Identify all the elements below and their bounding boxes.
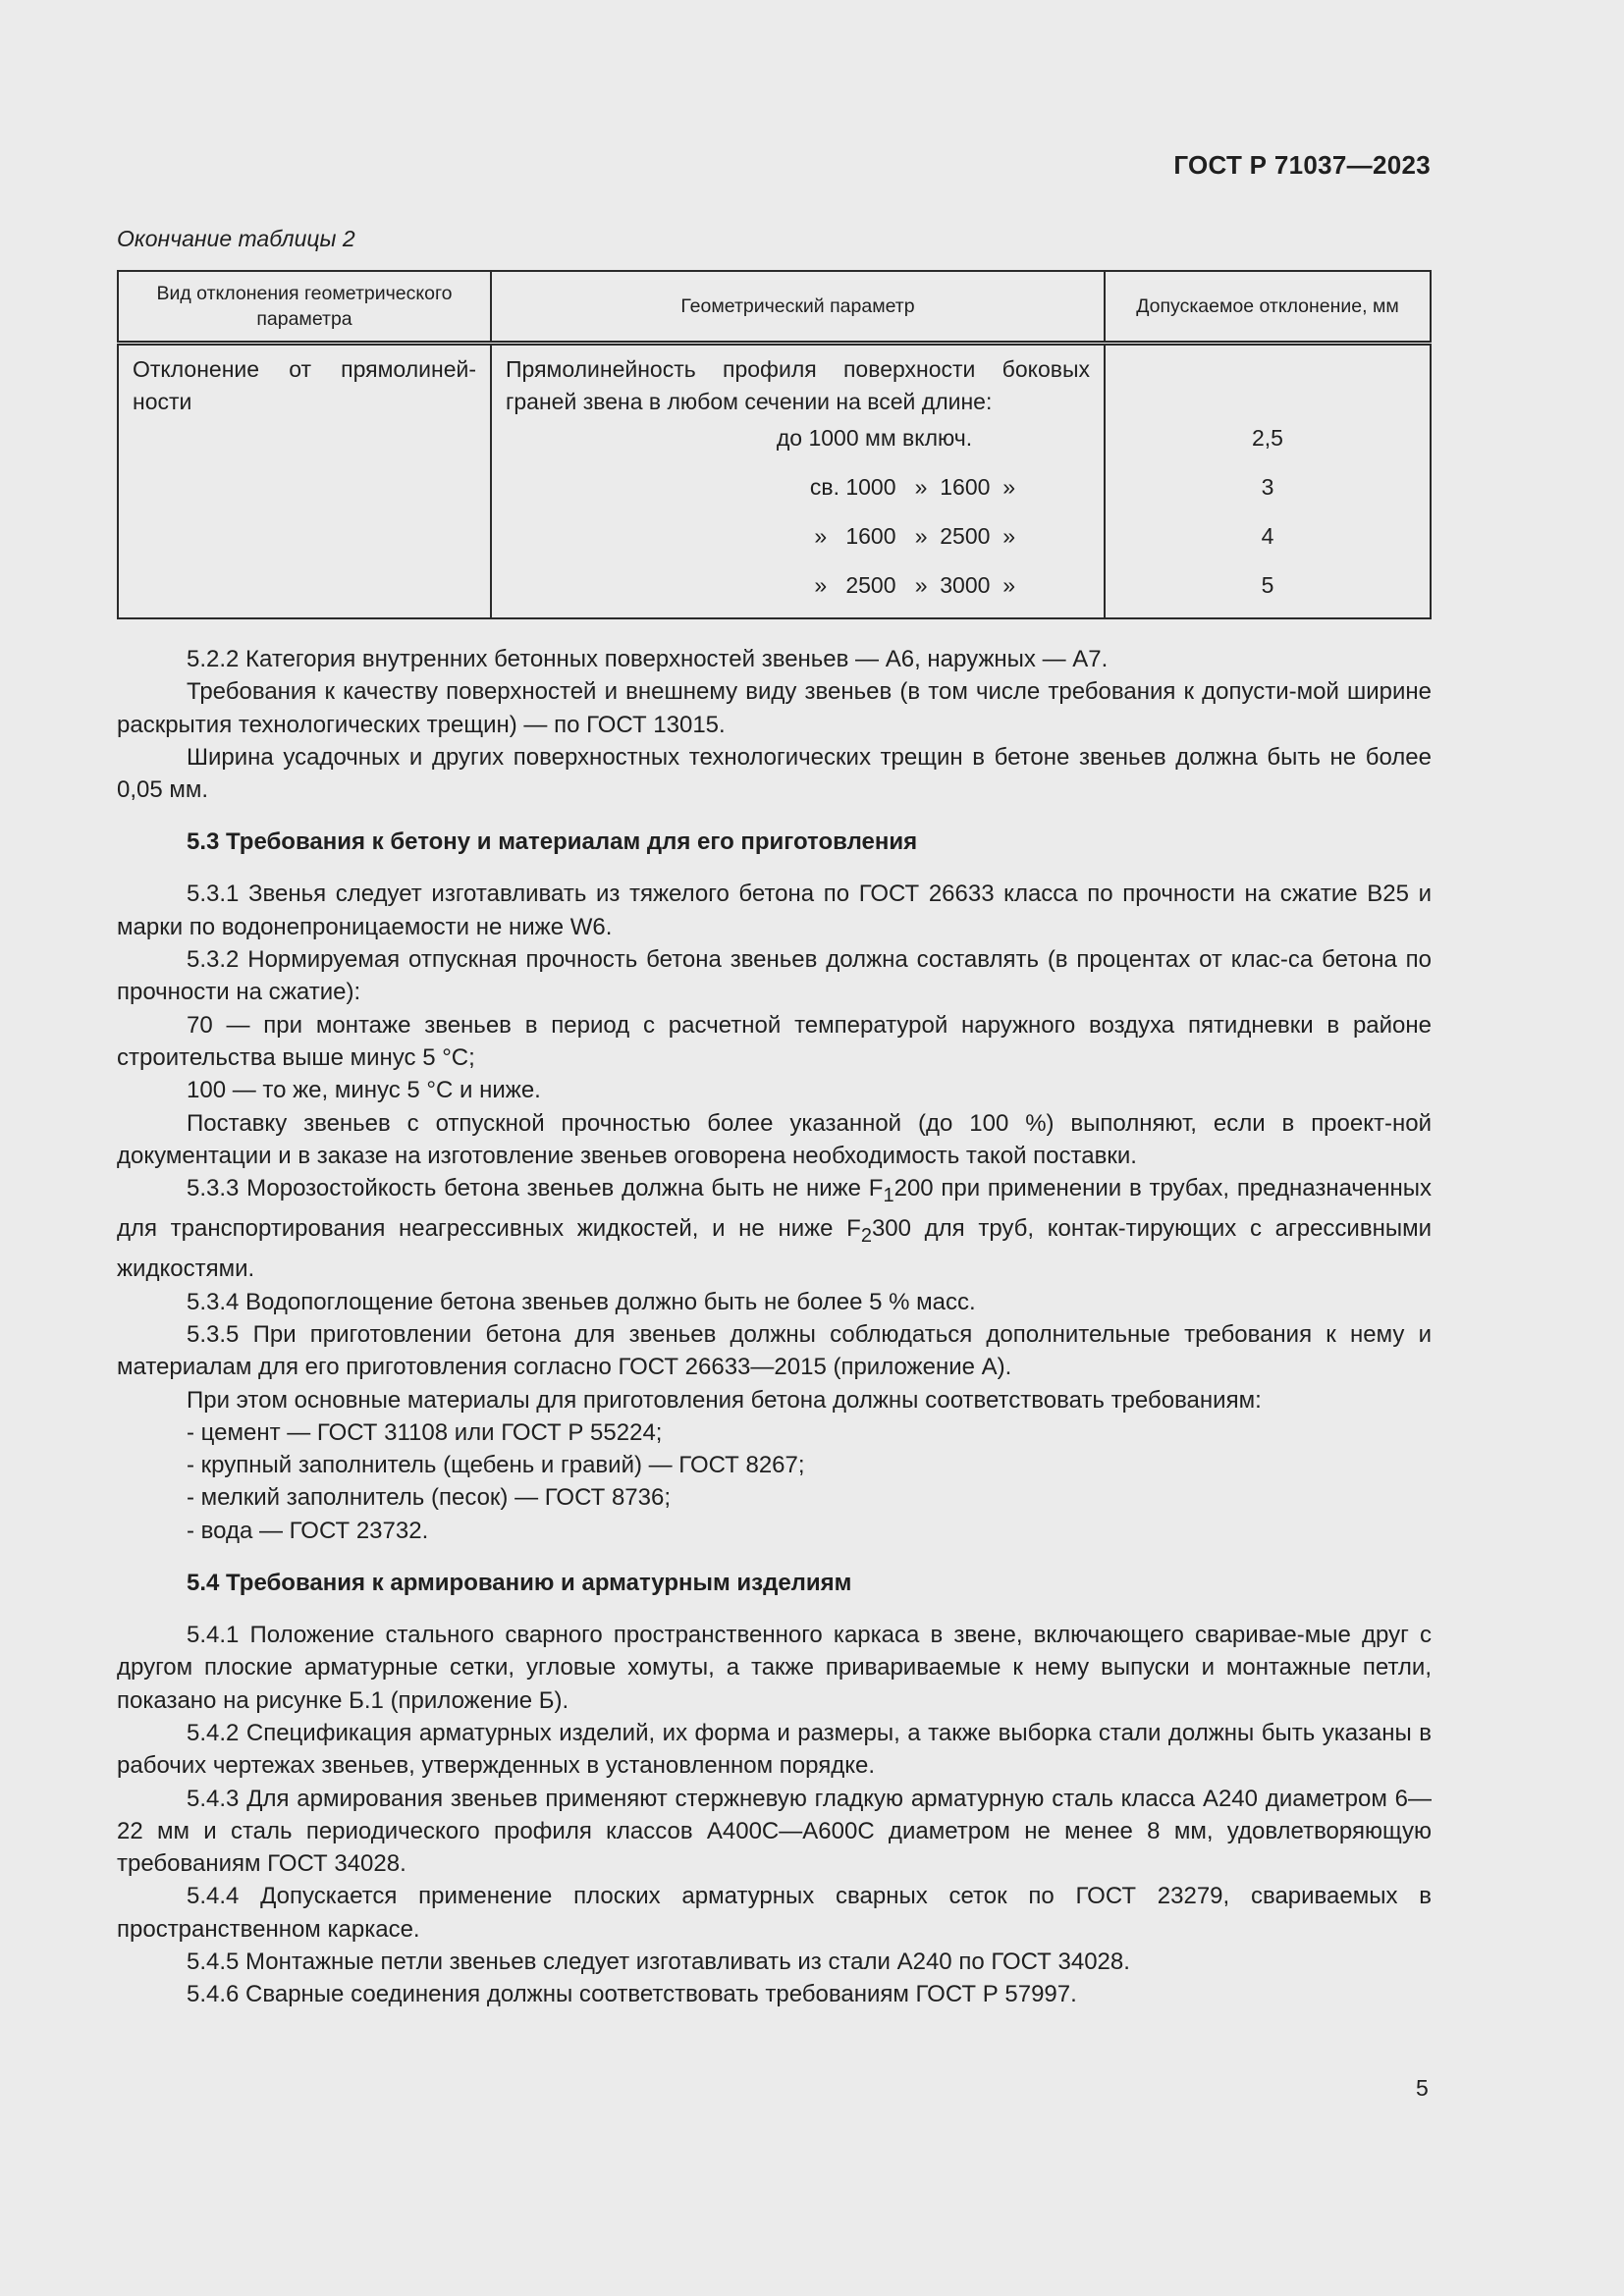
empty-tolerance-cell: [1105, 344, 1431, 423]
column-header-deviation-type: Вид отклонения геометрического параметра: [118, 271, 491, 344]
paragraph-5-4-3: 5.4.3 Для армирования звеньев применяют стержневую гладкую арматурную сталь класса А240 диаметром 6—22 мм и сталь периодического профиля классов А400С—А600С диаметром не менее 8 мм, удовлетворяющую требованиям ГОСТ 34028.: [117, 1785, 1432, 1878]
parameter-description-cell: Прямолинейность профиля поверхности боковых граней звена в любом сечении на всей длине:: [491, 344, 1105, 423]
range-label: » 2500 » 3000 »: [491, 569, 1105, 618]
deviation-type-cell: Отклонение от прямолиней-ности: [118, 344, 491, 619]
paragraph-5-3-4: 5.3.4 Водопоглощение бетона звеньев должно быть не более 5 % масс.: [187, 1288, 976, 1315]
range-label: до 1000 мм включ.: [491, 422, 1105, 471]
table-header-row: [118, 271, 1431, 344]
column-header-tolerance: Допускаемое отклонение, мм: [1105, 271, 1431, 344]
paragraph-crack-width: Ширина усадочных и других поверхностных технологических трещин в бетоне звеньев должна быть не более 0,05 мм.: [117, 743, 1432, 804]
range-label: » 1600 » 2500 »: [491, 520, 1105, 569]
list-item: - мелкий заполнитель (песок) — ГОСТ 8736;: [187, 1484, 671, 1512]
paragraph-5-4-1: 5.4.1 Положение стального сварного пространственного каркаса в звене, включающего сваривае-мые друг с другом плоские арматурные сетки, угловые хомуты, а также привариваемые к нему выпуски и монтажные петли, показано на рисунке Б.1 (приложение Б).: [117, 1622, 1432, 1714]
column-header-parameter: Геометрический параметр: [491, 271, 1105, 344]
paragraph-5-4-5: 5.4.5 Монтажные петли звеньев следует изготавливать из стали А240 по ГОСТ 34028.: [187, 1948, 1130, 1975]
heading-5-3: 5.3 Требования к бетону и материалам для его приготовления: [187, 828, 918, 856]
paragraph-supply: Поставку звеньев с отпускной прочностью более указанной (до 100 %) выполняют, если в проект-ной документации и в заказе на изготовление звеньев оговорена необходимость такой поставки.: [117, 1109, 1432, 1169]
deviation-table: [117, 270, 1432, 619]
text-run: 200 при применении в трубах, предназначенных для транспортирования неагрессивных жидкостей, и не ниже F: [117, 1175, 1433, 1243]
paragraph-5-4-6: 5.4.6 Сварные соединения должны соответствовать требованиям ГОСТ Р 57997.: [187, 1981, 1077, 2008]
paragraph-5-3-1: 5.3.1 Звенья следует изготавливать из тяжелого бетона по ГОСТ 26633 класса по прочности на сжатие В25 и марки по водонепроницаемости не ниже W6.: [117, 881, 1432, 940]
tolerance-value: 4: [1105, 520, 1431, 569]
document-id: ГОСТ Р 71037—2023: [1173, 150, 1431, 180]
paragraph-strength-70: 70 — при монтаже звеньев в период с расчетной температурой наружного воздуха пятидневки в районе строительства выше минус 5 °С;: [117, 1011, 1432, 1071]
paragraph-5-4-4: 5.4.4 Допускается применение плоских арматурных сварных сеток по ГОСТ 23279, свариваемых в пространственном каркасе.: [117, 1883, 1432, 1943]
tolerance-value: 2,5: [1105, 422, 1431, 471]
subscript: 1: [883, 1184, 894, 1206]
paragraph-surface-quality: Требования к качеству поверхностей и внешнему виду звеньев (в том числе требования к допусти-мой ширине раскрытия технологических трещин) — по ГОСТ 13015.: [117, 678, 1432, 738]
list-item: - вода — ГОСТ 23732.: [187, 1517, 429, 1544]
text-run: 300 для труб, контак-тирующих с агрессивными жидкостями.: [117, 1215, 1432, 1283]
tolerance-value: 3: [1105, 471, 1431, 520]
tolerance-value: 5: [1105, 569, 1431, 618]
paragraph-materials: При этом основные материалы для приготовления бетона должны соответствовать требованиям:: [187, 1386, 1262, 1414]
heading-5-4: 5.4 Требования к армированию и арматурным изделиям: [187, 1570, 852, 1597]
list-item: - крупный заполнитель (щебень и гравий) — ГОСТ 8267;: [187, 1452, 805, 1479]
text-run: 5.3.3 Морозостойкость бетона звеньев должна быть не ниже F: [187, 1175, 884, 1202]
table-caption: Окончание таблицы 2: [117, 226, 355, 251]
page-number: 5: [1416, 2075, 1429, 2101]
list-item: - цемент — ГОСТ 31108 или ГОСТ Р 55224;: [187, 1418, 663, 1446]
subscript: 2: [860, 1225, 872, 1248]
paragraph-5-3-3: [117, 1172, 1432, 1285]
document-body: [117, 643, 1432, 2011]
table-row: [118, 344, 1431, 423]
paragraph-5-3-2: 5.3.2 Нормируемая отпускная прочность бетона звеньев должна составлять (в процентах от клас-са бетона по прочности на сжатие):: [117, 946, 1432, 1006]
paragraph-5-2-2: 5.2.2 Категория внутренних бетонных поверхностей звеньев — А6, наружных — А7.: [187, 646, 1109, 672]
range-label: св. 1000 » 1600 »: [491, 471, 1105, 520]
paragraph-strength-100: 100 — то же, минус 5 °С и ниже.: [187, 1077, 541, 1104]
paragraph-5-3-5: 5.3.5 При приготовлении бетона для звеньев должны соблюдаться дополнительные требования к нему и материалам для его приготовления согласно ГОСТ 26633—2015 (приложение А).: [117, 1320, 1432, 1381]
paragraph-5-4-2: 5.4.2 Спецификация арматурных изделий, их форма и размеры, а также выборка стали должны быть указаны в рабочих чертежах звеньев, утвержденных в установленном порядке.: [117, 1719, 1432, 1780]
